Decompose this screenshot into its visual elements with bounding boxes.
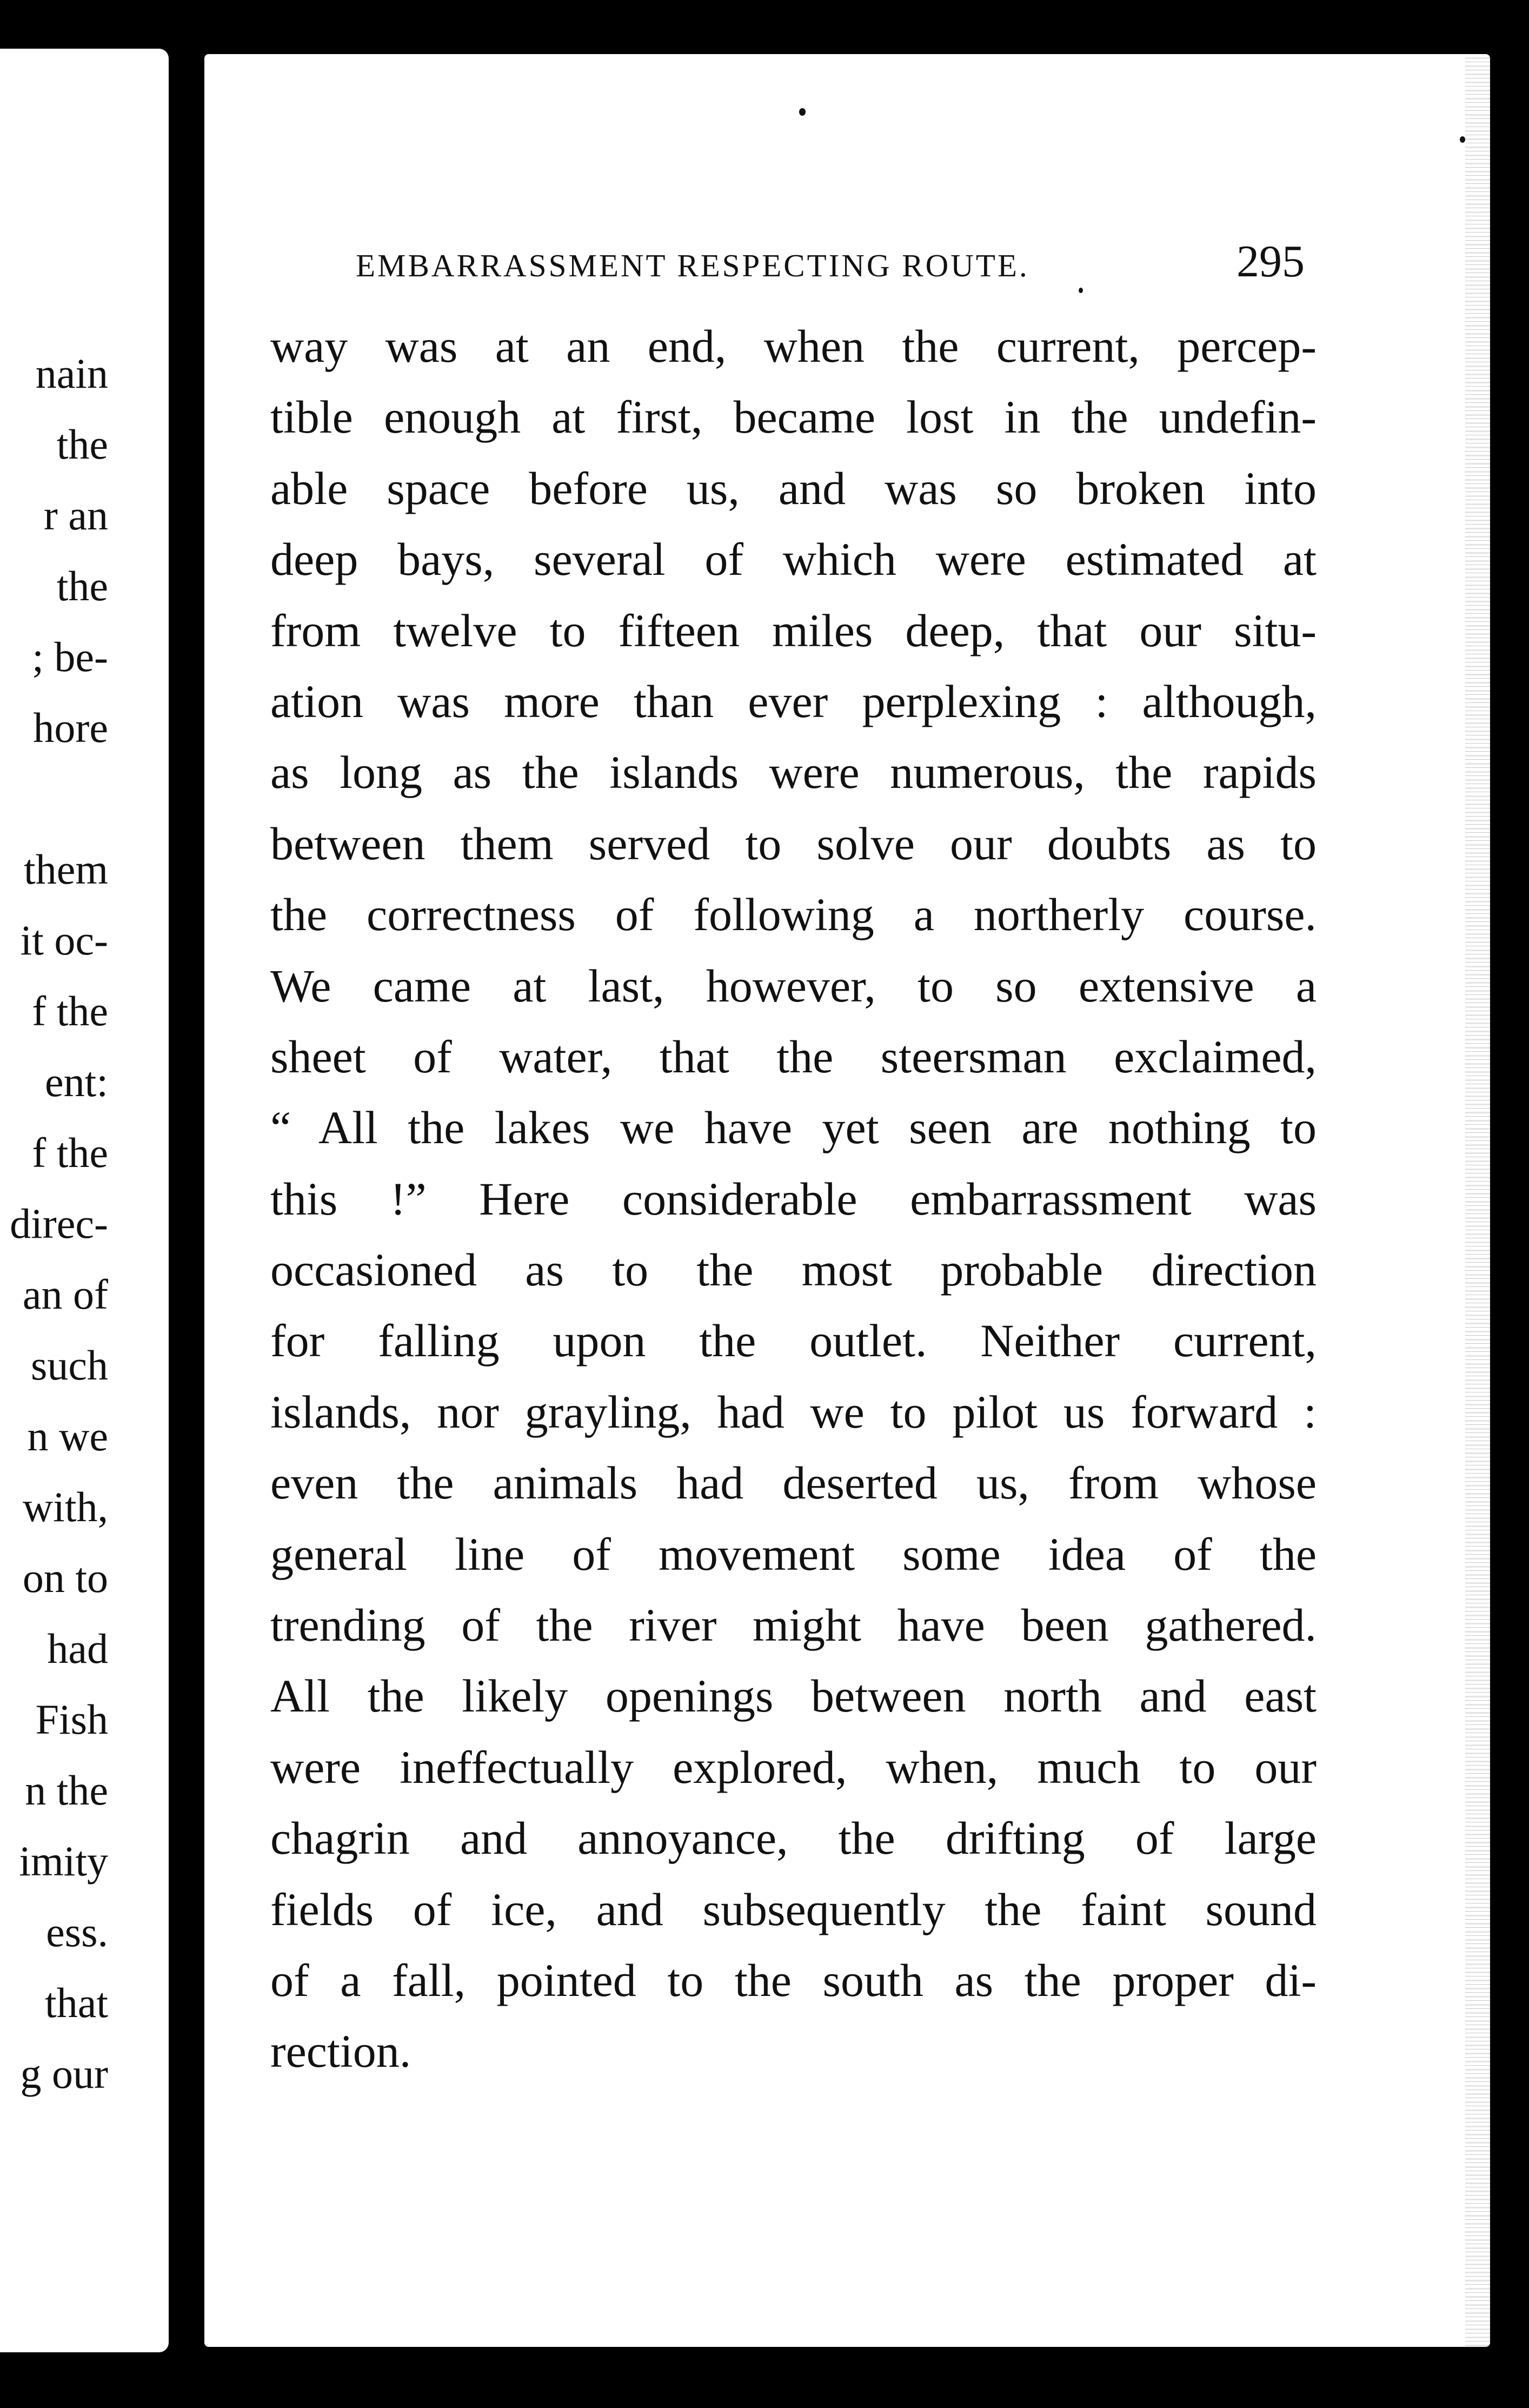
facing-line: it oc- (20, 917, 108, 964)
text-line: as long as the islands were numerous, the rapids (270, 746, 1317, 799)
text-line: islands, nor grayling, had we to pilot us forward : (270, 1385, 1317, 1438)
facing-line: nain (35, 350, 108, 397)
text-line: between them served to solve our doubts as to (270, 817, 1317, 870)
text-line: rection. (270, 2025, 411, 2078)
ink-speck (1460, 136, 1465, 143)
text-line: sheet of water, that the steersman exclaimed, (270, 1030, 1317, 1083)
text-line: ation was more than ever perplexing : although, (270, 675, 1317, 727)
text-line: this !” Here considerable embarrassment was (270, 1172, 1317, 1225)
ink-speck (1079, 288, 1083, 293)
facing-line: on to (22, 1554, 108, 1601)
text-line: fields of ice, and subsequently the faint sound (270, 1883, 1317, 1935)
text-line: general line of movement some idea of the (270, 1528, 1317, 1580)
text-line: the correctness of following a northerly course. (270, 888, 1317, 941)
facing-line-gap (10, 763, 108, 834)
running-head: EMBARRASSMENT RESPECTING ROUTE. (356, 248, 1029, 283)
text-line: tible enough at first, became lost in the undefin- (270, 391, 1317, 443)
facing-line: them (24, 846, 108, 893)
text-line: “ All the lakes we have yet seen are nothing to (270, 1102, 1317, 1154)
facing-line: ess. (46, 1908, 108, 1955)
text-line: way was at an end, when the current, percep- (270, 320, 1317, 372)
facing-line: n we (27, 1412, 108, 1460)
facing-line: ; be- (32, 633, 108, 680)
facing-line: direc- (10, 1200, 108, 1247)
text-line: occasioned as to the most probable direction (270, 1244, 1317, 1296)
page-header (356, 235, 1305, 295)
facing-line: the (56, 421, 108, 468)
facing-line: f the (32, 1129, 108, 1176)
facing-line: n the (25, 1767, 108, 1814)
ink-speck (799, 108, 806, 116)
text-line: able space before us, and was so broken into (270, 462, 1317, 514)
text-line: We came at last, however, to so extensive a (270, 959, 1317, 1012)
text-line: All the likely openings between north and east (270, 1670, 1317, 1722)
page-number: 295 (1237, 236, 1305, 287)
facing-line: Fish (35, 1696, 108, 1743)
facing-line: such (31, 1342, 108, 1389)
facing-line: the (56, 562, 108, 609)
text-line: chagrin and annoyance, the drifting of large (270, 1812, 1317, 1865)
facing-line: imity (19, 1837, 108, 1885)
text-line: of a fall, pointed to the south as the proper di- (270, 1954, 1317, 2006)
book-page (204, 54, 1490, 2347)
page-edge (1465, 54, 1490, 2347)
text-line: from twelve to fifteen miles deep, that our situ- (270, 604, 1317, 656)
facing-line: ent: (45, 1058, 108, 1105)
facing-line: r an (43, 492, 108, 539)
facing-line: hore (33, 704, 108, 751)
text-line: were ineffectually explored, when, much to our (270, 1741, 1317, 1793)
facing-line: an of (22, 1271, 108, 1318)
facing-line: g our (20, 2050, 108, 2097)
facing-page (0, 49, 169, 2352)
text-line: even the animals had deserted us, from whose (270, 1457, 1317, 1509)
text-line: deep bays, several of which were estimated at (270, 533, 1317, 586)
text-line: trending of the river might have been gathered. (270, 1599, 1317, 1651)
body-text (270, 311, 1317, 2087)
facing-line: had (47, 1625, 108, 1672)
facing-line: f the (32, 987, 108, 1034)
facing-line: with, (22, 1483, 108, 1530)
text-line: for falling upon the outlet. Neither current, (270, 1315, 1317, 1367)
facing-line: that (45, 1979, 108, 2026)
facing-page-text (10, 338, 108, 2109)
